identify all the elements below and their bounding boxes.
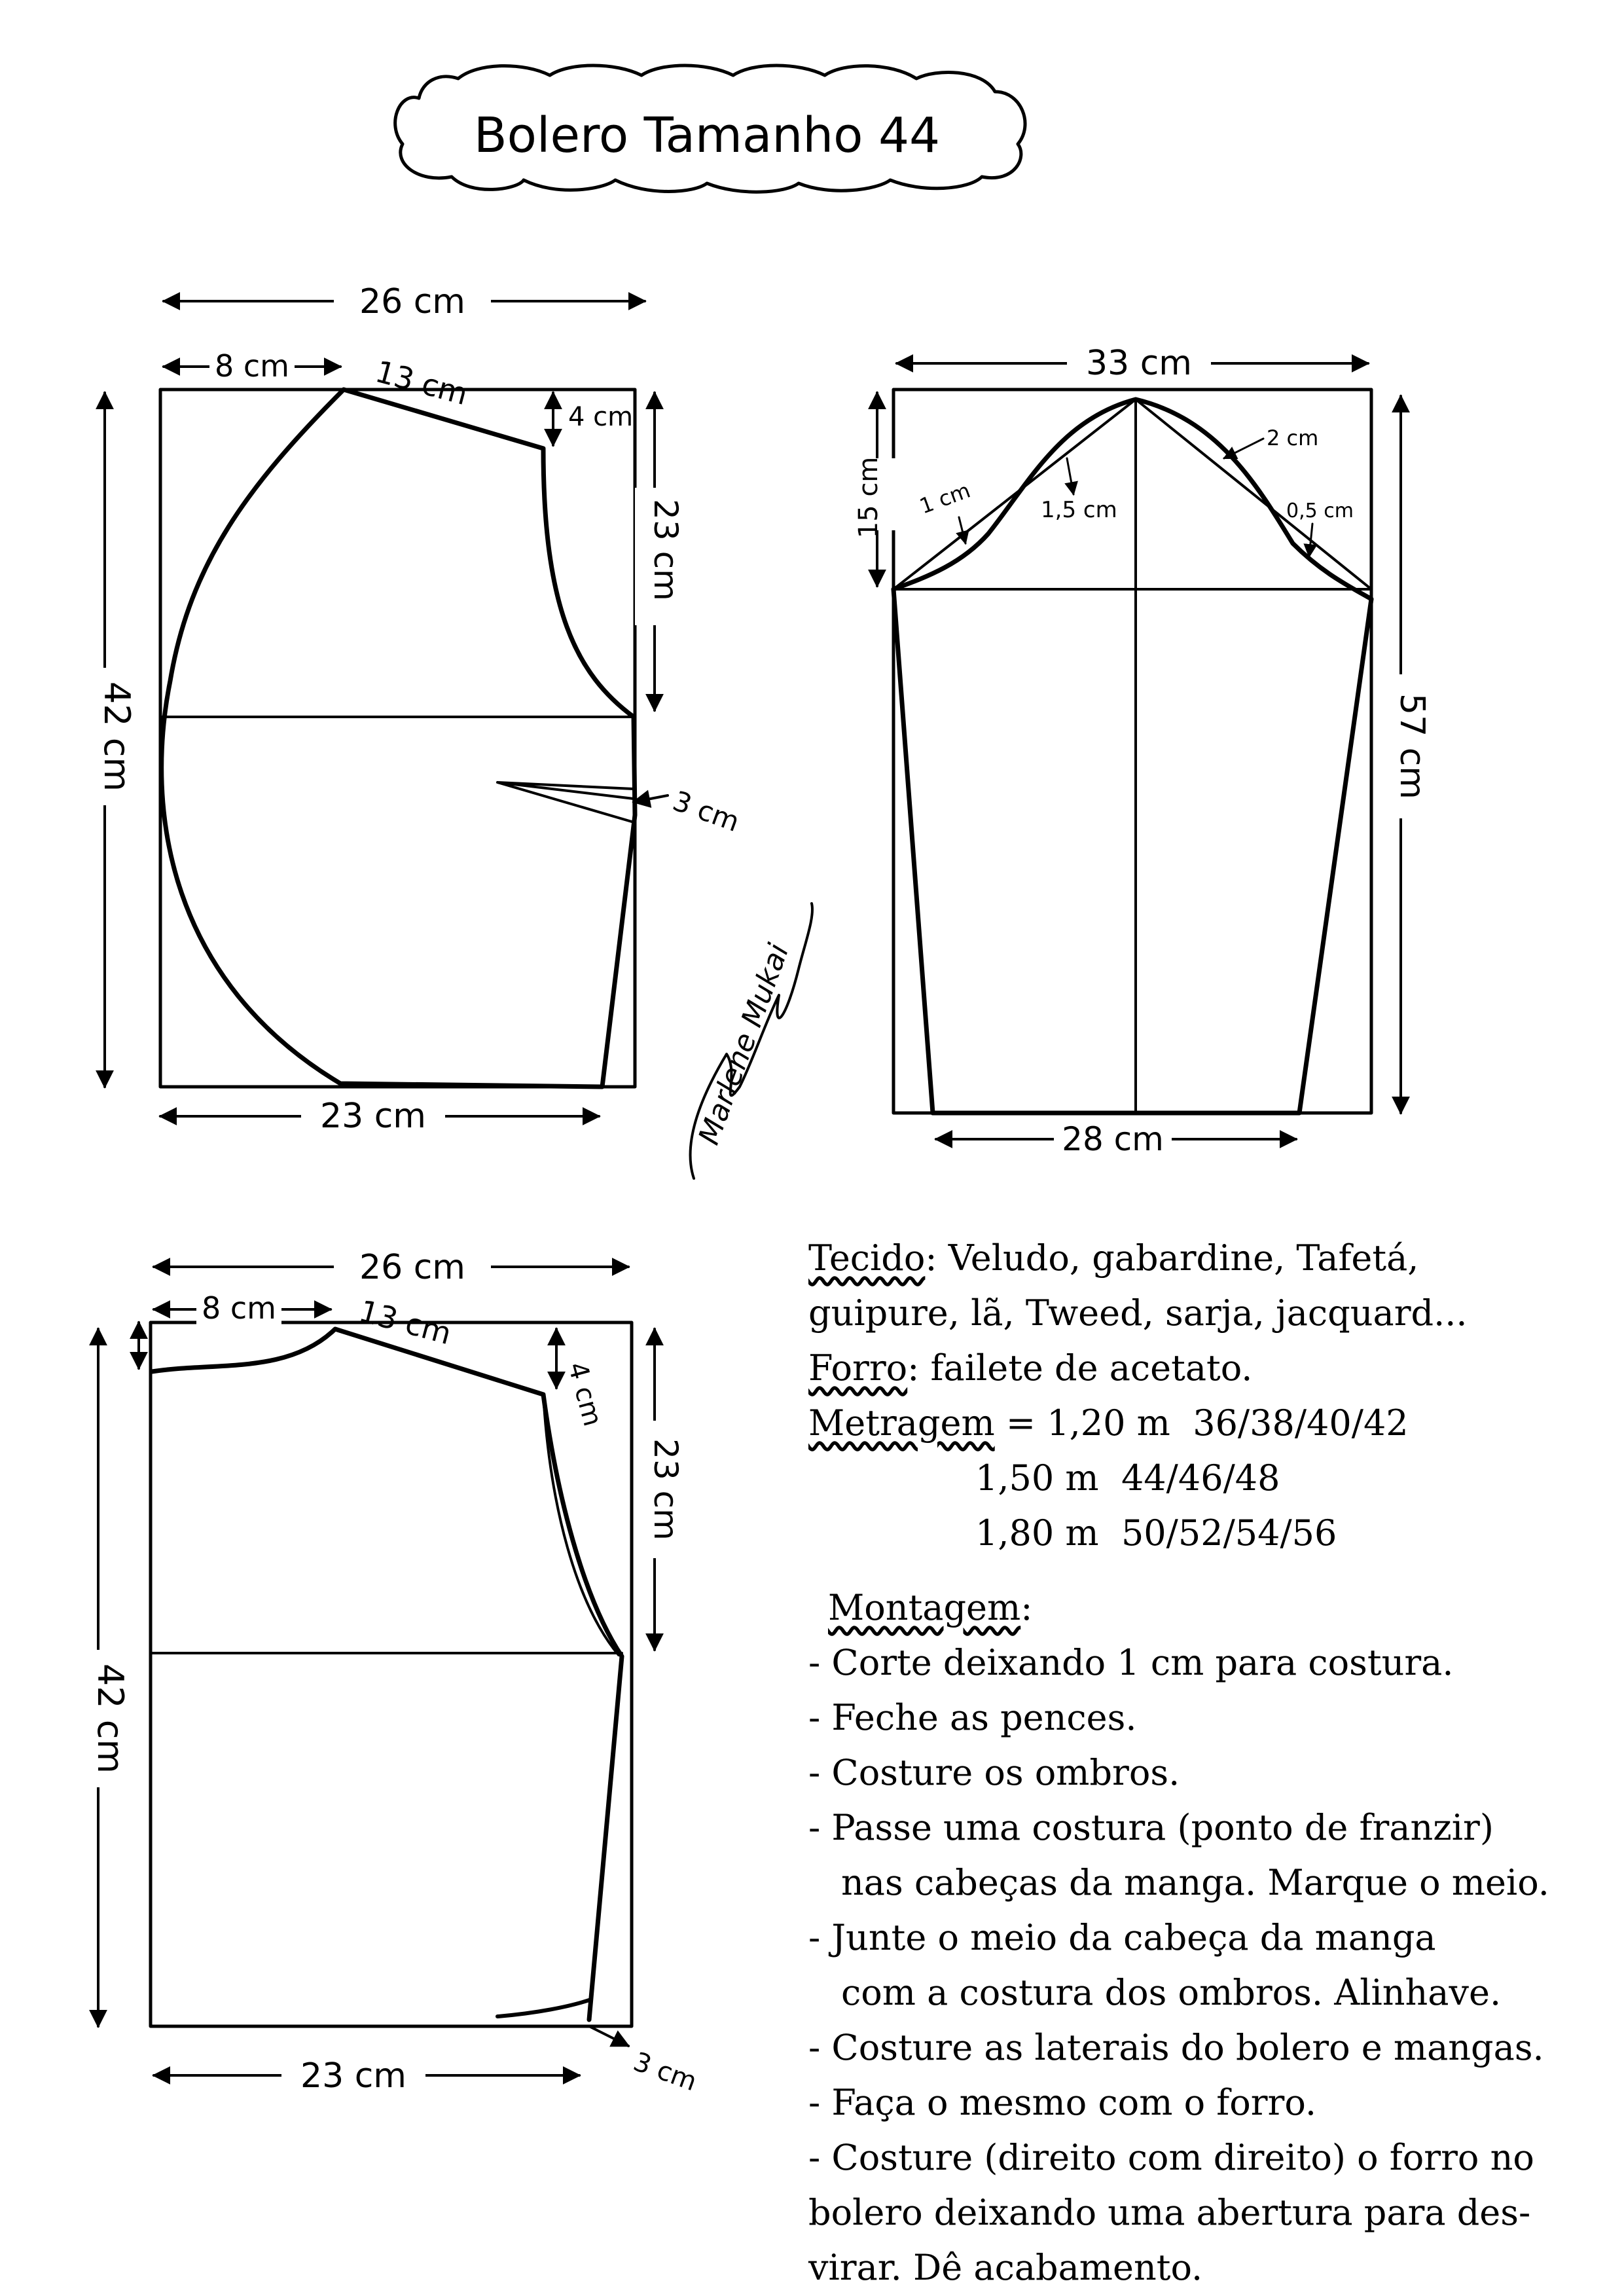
assembly-step: - Faça o mesmo com o forro. [808,2082,1317,2123]
yardage-sizes: 50/52/54/56 [1121,1512,1337,1554]
designer-signature [691,903,812,1178]
assembly-step: virar. Dê acabamento. [808,2247,1203,2288]
yardage-sizes: 44/46/48 [1121,1457,1280,1499]
back-hem-extension-arrow [589,2026,628,2046]
assembly-heading [808,1580,1607,1635]
sleeve-width-top-label: 33 cm [1086,344,1192,383]
fabric-row [808,1231,1607,1286]
front-height-label: 42 cm [96,681,137,792]
fabric-label: Tecido [808,1237,926,1279]
sleeve-length-label: 57 cm [1392,693,1432,799]
front-drop-label: 4 cm [568,402,634,432]
sleeve-width-bottom-label: 28 cm [1062,1120,1164,1158]
sleeve-cap-height-label: 15 cm [854,456,884,539]
yardage-sizes: 36/38/40/42 [1193,1402,1409,1444]
front-width-top-label: 26 cm [359,282,465,321]
page-title: Bolero Tamanho 44 [473,107,941,164]
back-hem-extension-label: 3 cm [629,2047,701,2098]
lining-row [808,1341,1607,1396]
yardage-row-1 [808,1396,1607,1451]
assembly-step: - Costure os ombros. [808,1752,1180,1793]
sleeve-offset-right-upper-arrow [1224,439,1263,458]
back-bounding-rect [151,1322,632,2026]
lining-label: Forro [808,1347,908,1389]
front-dart [497,782,634,822]
assembly-step: bolero deixando uma abertura para des- [808,2192,1531,2233]
back-armhole-guide [543,1394,619,1655]
fabric-list: : Veludo, gabardine, Tafetá, [925,1237,1419,1279]
front-armhole-label: 23 cm [647,499,685,601]
front-dart-arrow [634,795,668,802]
assembly-step: nas cabeças da manga. Marque o meio. [841,1862,1549,1903]
back-height-label: 42 cm [90,1663,131,1774]
fabric-list-continued: guipure, lã, Tweed, sarja, jacquard... [808,1292,1468,1334]
sleeve-offset-mid-label: 1,5 cm [1041,497,1117,523]
title-cloud [395,65,1025,192]
assembly-step: - Costure (direito com direito) o forro no [808,2137,1534,2178]
yardage-amount: 1,80 m [975,1512,1099,1554]
assembly-step: com a costura dos ombros. Alinhave. [841,1972,1502,2013]
yardage-amount: = 1,20 m [1005,1402,1170,1444]
back-neck-label: 8 cm [202,1290,276,1326]
sleeve-offset-left-arrow [959,517,965,543]
sleeve-outline [893,589,1371,1113]
assembly-step: - Passe uma costura (ponto de franzir) [808,1807,1494,1848]
assembly-step: - Junte o meio da cabeça da manga [808,1917,1436,1958]
sleeve-offset-right-lower-label: 0,5 cm [1286,500,1354,522]
assembly-step: - Feche as pences. [808,1697,1137,1738]
signature-text: Marlene Mukai [692,939,796,1149]
back-outline [152,1329,622,2020]
back-drop-label: 4 cm [562,1358,608,1430]
back-shoulder-label: 13 cm [355,1292,456,1352]
sleeve-pattern [854,342,1432,1161]
front-bodice-pattern [79,278,744,1138]
sleeve-offset-mid-arrow [1067,458,1074,494]
sleeve-offset-left-label: 1 cm [916,477,974,519]
yardage-amount: 1,50 m [975,1457,1099,1499]
instructions-panel [808,1231,1607,2295]
assembly-step: - Costure as laterais do bolero e mangas. [808,2027,1544,2068]
back-hem-curve [497,2000,589,2016]
assembly-label: Montagem [828,1587,1021,1628]
sleeve-offset-right-upper-label: 2 cm [1267,426,1319,450]
assembly-step: - Corte deixando 1 cm para costura. [808,1642,1454,1683]
back-width-bottom-label: 23 cm [300,2056,406,2096]
back-bodice-pattern [72,1244,700,2098]
yardage-label: Metragem [808,1402,995,1444]
front-dart-label: 3 cm [668,784,744,838]
front-shoulder-label: 13 cm [371,353,472,412]
back-width-top-label: 26 cm [359,1248,465,1287]
yardage-row-2 [808,1451,1607,1506]
yardage-row-3 [808,1506,1607,1561]
front-bounding-rect [160,390,635,1087]
lining-text: : failete de acetato. [907,1347,1253,1389]
front-neck-label: 8 cm [215,348,289,384]
back-armhole-label: 23 cm [647,1438,685,1540]
assembly-colon: : [1020,1587,1033,1628]
front-width-bottom-label: 23 cm [320,1097,426,1136]
front-outline [162,390,635,1087]
